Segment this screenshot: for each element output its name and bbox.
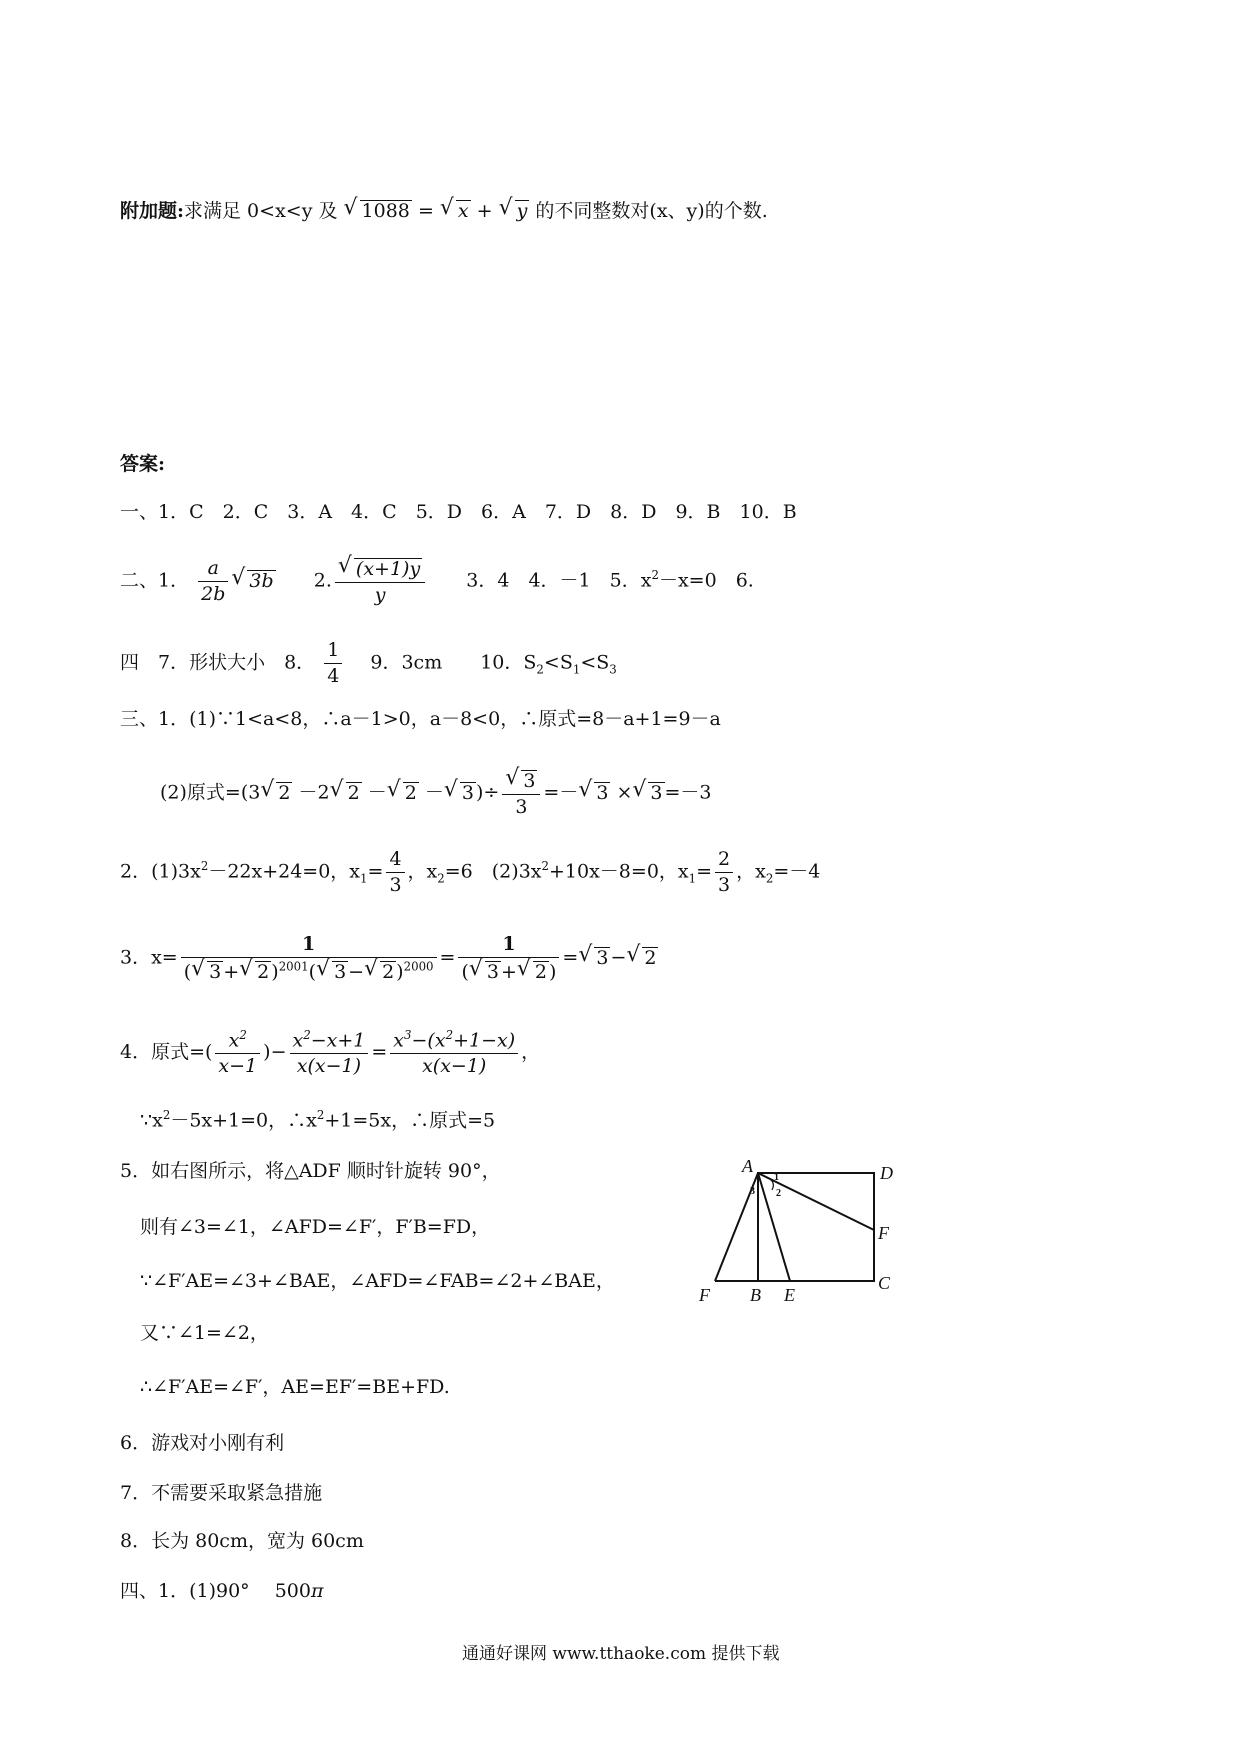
- sqrt-3b: √ 3b: [233, 570, 275, 591]
- geometry-figure: [690, 1150, 900, 1310]
- section-3-5-line1: 5．如右图所示，将△ADF 顺时针旋转 90°，: [120, 1160, 501, 1182]
- angle-3: 3: [750, 1186, 755, 1197]
- extra-label: 附加题:: [120, 200, 185, 222]
- section-1: 一、1．C 2．C 3．A 4．C 5．D 6．A 7．D 8．D 9．B 10．B: [120, 501, 797, 523]
- segment-ae: [758, 1173, 790, 1281]
- sqrt-1088: √ 1088: [346, 200, 412, 221]
- answers-title: 答案:: [120, 453, 166, 475]
- section-3-6: 6．游戏对小刚有利: [120, 1432, 285, 1454]
- sqrt-y: √ y: [501, 200, 530, 221]
- fraction-a-over-2b: $\frac{a}{2b}$: [198, 559, 228, 604]
- section-3-7: 7．不需要采取紧急措施: [120, 1482, 323, 1504]
- section-3-2: 2．$(1)3x^2-22x+24=0$，$x_1=$ $\frac{4}{3}$ ，$x_2=6$ $(2)3x^2+10x-8=0$，$x_1=$ $\frac{2}{3}$ ，$x_2=-4$: [120, 848, 821, 896]
- angle-2: 2: [776, 1188, 781, 1199]
- section-4b: 四、1．(1)90° 500π: [120, 1580, 324, 1602]
- section-2: 二、1． $\frac{a}{2b}$ √ 3b 2. √ $\frac{(x+1)y}{y}$ 3．4 4．－1 5．$x^2-x=0$ 6.: [120, 558, 754, 605]
- section-3-1-2: (2)原式=(3√ 2 －2√ 2 －√ 2 －√ 3 )÷ √ $\frac{3}{3}$ =－√ 3 ×√ 3 =－3: [160, 770, 712, 817]
- label-f-left: F: [699, 1285, 710, 1305]
- fraction-big-2: $\frac{1}{(√ 3 +√ 2 )}$: [458, 935, 559, 982]
- footer: 通通好课网 www.tthaoke.com 提供下载: [462, 1644, 780, 1664]
- label-e: E: [784, 1285, 795, 1305]
- label-b: B: [750, 1285, 761, 1305]
- section-3-5-line3: ∵∠F′AE=∠3+∠BAE，∠AFD=∠FAB=∠2+∠BAE，: [140, 1270, 615, 1292]
- section-3-5-line2: 则有∠3=∠1，∠AFD=∠F′，F′B=FD，: [140, 1216, 491, 1238]
- sqrt-x: √ x: [442, 200, 471, 221]
- label-a: A: [742, 1156, 753, 1176]
- section-3-8: 8．长为 80cm，宽为 60cm: [120, 1530, 364, 1552]
- section-3-5-line4: 又∵∠1=∠2，: [140, 1322, 269, 1344]
- label-c: C: [878, 1273, 891, 1293]
- section-3-5-line5: ∴∠F′AE=∠F′，AE=EF′=BE+FD.: [140, 1376, 450, 1398]
- fraction-sqrt-over-y: √ $\frac{(x+1)y}{y}$: [335, 558, 425, 605]
- section-3-1-1: 三、1．(1)∵1<a<8，∴a－1>0，a－8<0，∴原式=8－a+1=9－a: [120, 708, 721, 730]
- section-3-3: 3．x= $\frac{1}{(√ 3 +√ 2 )^{2001}(√ 3 -√ 2 )^{2000}}$ = $\frac{1}{(√ 3 +√ 2 )}$ =√ 3 −√ 2: [120, 935, 658, 982]
- section-3-4: 4．原式=( $\frac{x^2}{x-1}$ )− $\frac{x^2-x+1}{x(x-1)}$ = $\frac{x^3-(x^2+1-x)}{x(x-1)}$ ，: [120, 1028, 541, 1078]
- fraction-big-1: $\frac{1}{(√ 3 +√ 2 )^{2001}(√ 3 -√ 2 )^{2000}}$: [181, 935, 437, 982]
- section-4a: 四 7．形状大小 8． $\frac{1}{4}$ 9．3cm 10．$S_2<S_1<S_3$: [120, 639, 617, 687]
- label-f-right: F: [878, 1223, 889, 1243]
- fraction-1-over-4: $\frac{1}{4}$: [324, 641, 342, 686]
- extra-question: 附加题:求满足 0<x<y 及 √ 1088 = √ x + √ y 的不同整数对(x、y)的个数.: [120, 200, 768, 221]
- angle-1: 1: [774, 1172, 779, 1183]
- fraction-sqrt3-over-3: √ $\frac{3}{3}$: [502, 770, 540, 817]
- section-3-4b: $\because x^2-5x+1=0$，$\therefore x^2+1=5x$，∴原式=5: [140, 1108, 496, 1132]
- label-d: D: [880, 1163, 893, 1183]
